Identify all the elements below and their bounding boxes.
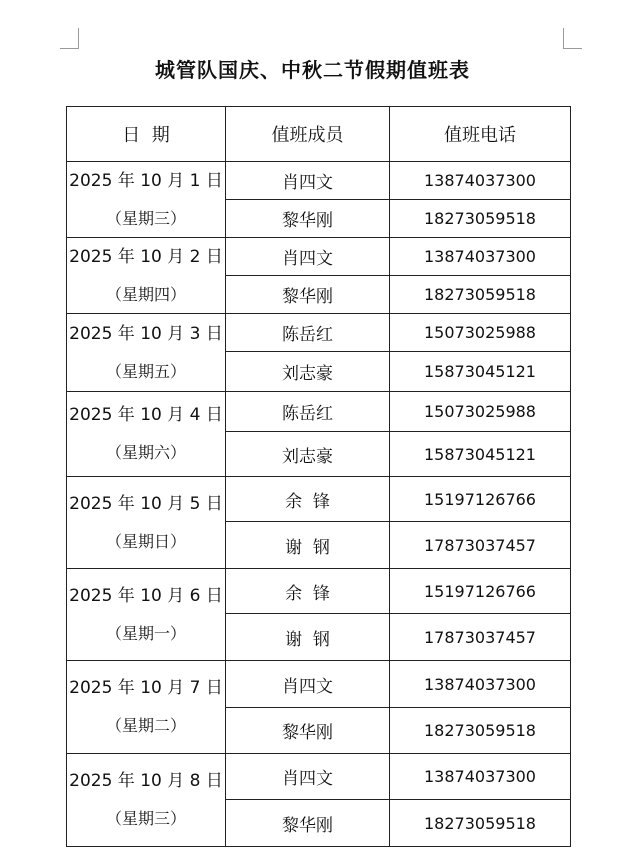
duty-row (67, 238, 571, 276)
date-cell (67, 314, 226, 392)
duty-date: 2025 年 10 月 3 日 (69, 323, 223, 344)
page-title: 城管队国庆、中秋二节假期值班表 (155, 58, 470, 82)
member-phone: 15073025988 (390, 392, 571, 432)
duty-weekday: （星期三） (105, 809, 186, 828)
member-phone: 13874037300 (390, 754, 571, 800)
duty-row (67, 569, 571, 614)
member-name: 肖四文 (226, 754, 390, 800)
duty-weekday: （星期日） (105, 531, 186, 551)
member-phone: 18273059518 (390, 708, 571, 754)
duty-row (67, 392, 571, 432)
duty-weekday: （星期六） (105, 443, 186, 462)
header-date: 日 期 (67, 107, 226, 162)
member-name: 刘志豪 (226, 432, 390, 477)
header-members: 值班成员 (226, 107, 390, 162)
member-phone: 15197126766 (390, 569, 571, 614)
duty-date: 2025 年 10 月 5 日 (69, 493, 223, 514)
date-cell (67, 569, 226, 661)
member-name: 黎华刚 (226, 708, 390, 754)
member-name: 肖四文 (226, 162, 390, 200)
crop-mark-top-left (60, 28, 79, 49)
member-name: 谢 钢 (226, 522, 390, 569)
member-phone: 15873045121 (390, 352, 571, 392)
duty-table (66, 106, 571, 847)
member-phone: 15073025988 (390, 314, 571, 352)
member-name: 黎华刚 (226, 200, 390, 238)
member-phone: 18273059518 (390, 276, 571, 314)
duty-row (67, 314, 571, 352)
member-name: 肖四文 (226, 661, 390, 708)
member-name: 黎华刚 (226, 276, 390, 314)
member-name: 谢 钢 (226, 614, 390, 661)
duty-row (67, 661, 571, 708)
date-cell (67, 392, 226, 477)
header-phone: 值班电话 (390, 107, 571, 162)
date-cell (67, 162, 226, 238)
duty-row (67, 162, 571, 200)
member-name: 余 锋 (226, 477, 390, 522)
member-phone: 15197126766 (390, 477, 571, 522)
member-name: 肖四文 (226, 238, 390, 276)
member-name: 陈岳红 (226, 314, 390, 352)
member-phone: 17873037457 (390, 614, 571, 661)
member-phone: 18273059518 (390, 200, 571, 238)
date-cell (67, 238, 226, 314)
duty-date: 2025 年 10 月 6 日 (69, 585, 223, 606)
member-phone: 13874037300 (390, 661, 571, 708)
member-phone: 18273059518 (390, 800, 571, 847)
member-phone: 17873037457 (390, 522, 571, 569)
duty-date: 2025 年 10 月 2 日 (69, 246, 223, 267)
member-name: 余 锋 (226, 569, 390, 614)
duty-weekday: （星期二） (105, 716, 186, 735)
date-cell (67, 754, 226, 847)
member-phone: 15873045121 (390, 432, 571, 477)
duty-row (67, 754, 571, 800)
member-phone: 13874037300 (390, 238, 571, 276)
duty-weekday: （星期一） (105, 623, 186, 643)
member-phone: 13874037300 (390, 162, 571, 200)
duty-weekday: （星期四） (105, 284, 186, 304)
duty-date: 2025 年 10 月 7 日 (69, 678, 223, 698)
crop-mark-top-right (563, 28, 582, 49)
date-cell (67, 661, 226, 754)
duty-date: 2025 年 10 月 1 日 (69, 170, 223, 191)
member-name: 陈岳红 (226, 392, 390, 432)
date-cell (67, 477, 226, 569)
duty-date: 2025 年 10 月 8 日 (69, 771, 223, 791)
header-row (67, 107, 571, 162)
duty-date: 2025 年 10 月 4 日 (69, 405, 223, 425)
duty-weekday: （星期五） (105, 361, 186, 381)
duty-weekday: （星期三） (105, 208, 186, 228)
duty-row (67, 477, 571, 522)
duty-table-body (67, 162, 571, 847)
member-name: 刘志豪 (226, 352, 390, 392)
member-name: 黎华刚 (226, 800, 390, 847)
